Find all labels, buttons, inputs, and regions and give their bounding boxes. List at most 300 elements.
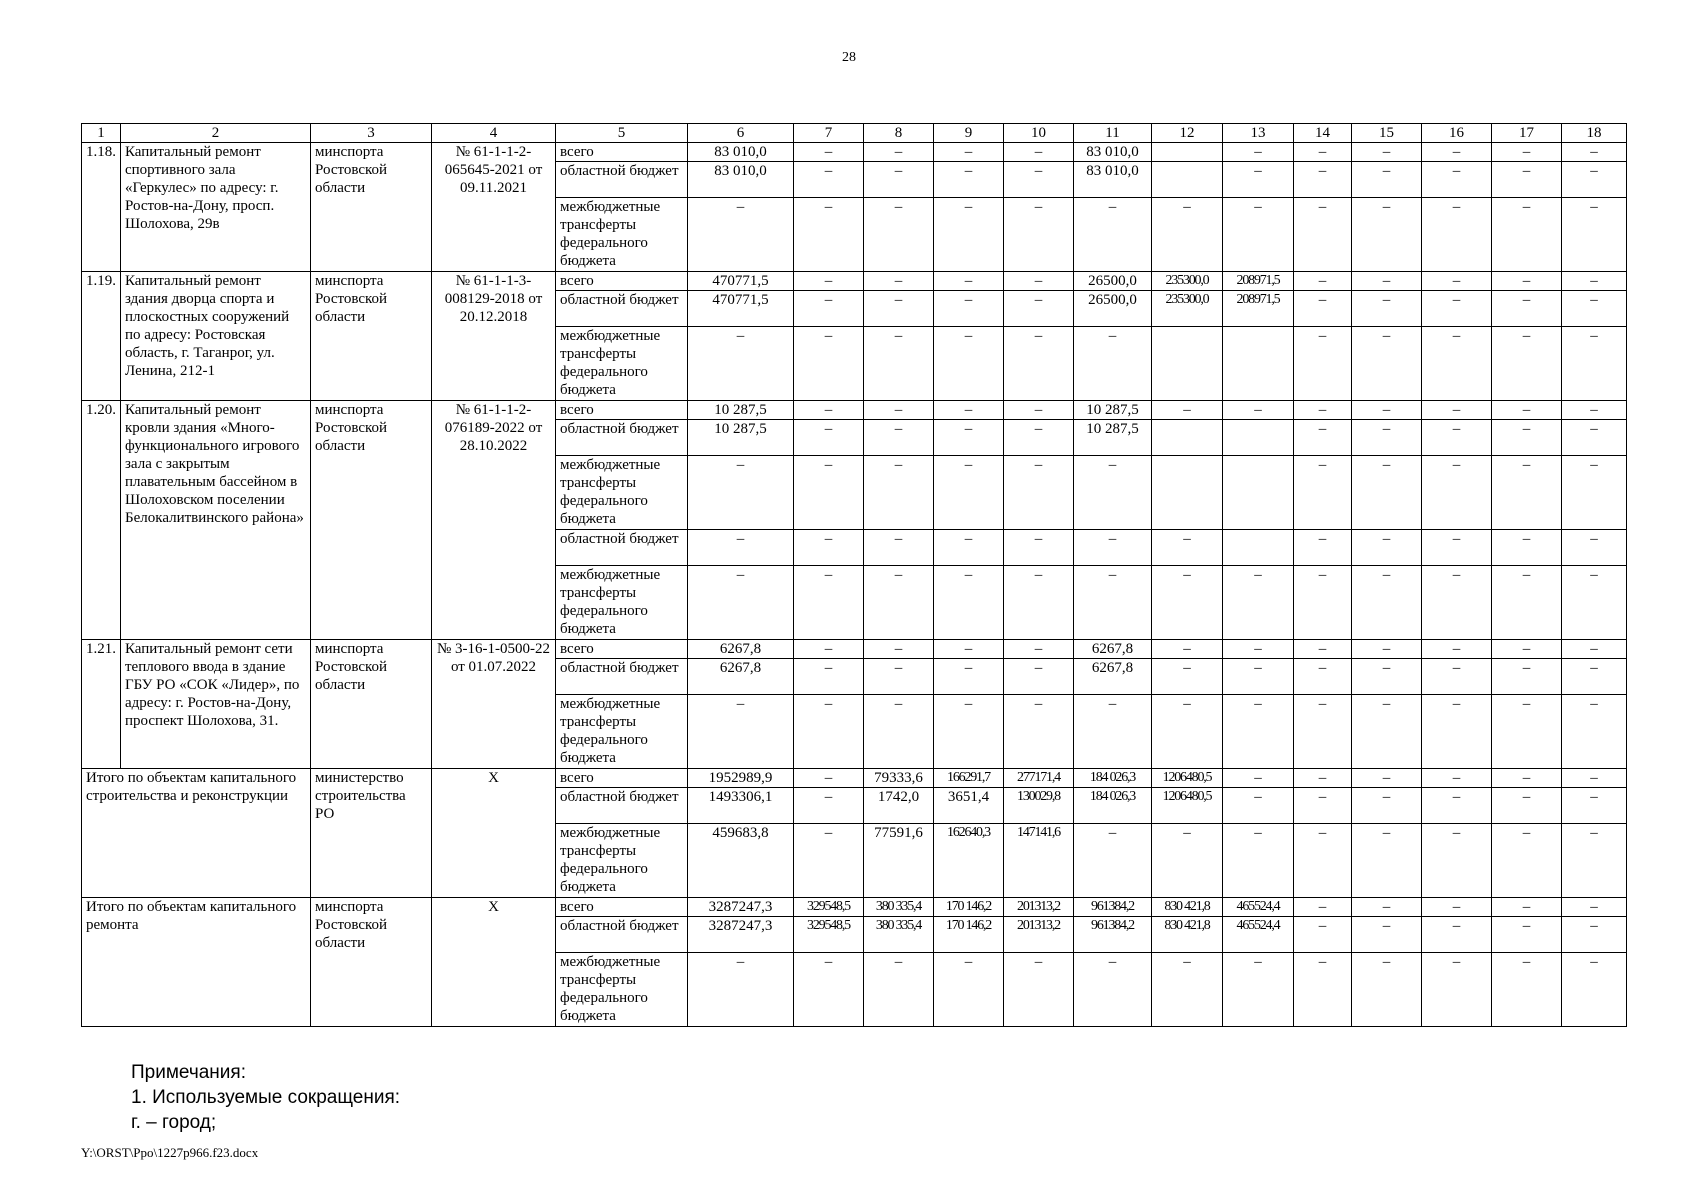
header-cell: 7 (794, 124, 864, 143)
executor: минспорта Ростовской области (311, 401, 432, 640)
value-cell: – (1422, 401, 1492, 420)
value-cell: – (794, 695, 864, 769)
value-cell: – (1004, 420, 1074, 456)
funding-source: межбюджетные трансферты федерального бюджета (556, 198, 688, 272)
value-cell: 162640,3 (934, 824, 1004, 898)
value-cell: – (1352, 898, 1422, 917)
object-row (82, 401, 1627, 420)
value-cell: – (1074, 198, 1152, 272)
value-cell: – (1074, 695, 1152, 769)
object-number: 1.18. (82, 143, 121, 272)
value-cell (1152, 162, 1223, 198)
value-cell: – (1352, 769, 1422, 788)
value-cell: – (1422, 695, 1492, 769)
value-cell: 208971,5 (1223, 291, 1294, 327)
value-cell: – (1352, 327, 1422, 401)
value-cell: – (1223, 788, 1294, 824)
value-cell: – (794, 953, 864, 1027)
header-cell: 16 (1422, 124, 1492, 143)
value-cell: – (688, 695, 794, 769)
value-cell: 465524,4 (1223, 898, 1294, 917)
total-name: Итого по объектам капитального ремонта (82, 898, 311, 1027)
value-cell: – (1294, 917, 1352, 953)
value-cell: 830 421,8 (1152, 898, 1223, 917)
value-cell: – (1422, 953, 1492, 1027)
funding-source: областной бюджет (556, 530, 688, 566)
object-name: Капитальный ремонт спортивного зала «Геркулес» по адресу: г. Ростов-на-Дону, просп. Шолохова, 29в (121, 143, 311, 272)
value-cell: 201313,2 (1004, 898, 1074, 917)
value-cell: – (1562, 162, 1627, 198)
value-cell: – (1562, 420, 1627, 456)
value-cell: – (934, 695, 1004, 769)
notes-block (131, 1060, 400, 1135)
value-cell: – (934, 640, 1004, 659)
value-cell: 329548,5 (794, 917, 864, 953)
notes-title: Примечания: (131, 1062, 246, 1083)
object-name: Капитальный ремонт здания дворца спорта и плоскостных сооружений по адресу: Ростовская область, г. Таганрог, ул. Ленина, 212-1 (121, 272, 311, 401)
funding-source: межбюджетные трансферты федерального бюджета (556, 953, 688, 1027)
value-cell: – (934, 659, 1004, 695)
header-cell: 18 (1562, 124, 1627, 143)
header-row (82, 124, 1627, 143)
header-cell: 3 (311, 124, 432, 143)
document-ref: Х (432, 898, 556, 1027)
value-cell (1152, 456, 1223, 530)
funding-source: межбюджетные трансферты федерального бюджета (556, 695, 688, 769)
value-cell: – (1223, 143, 1294, 162)
value-cell: – (794, 788, 864, 824)
document-ref: № 61-1-1-3-008129-2018 от 20.12.2018 (432, 272, 556, 401)
value-cell: – (1492, 769, 1562, 788)
value-cell: – (1352, 401, 1422, 420)
value-cell: – (1562, 640, 1627, 659)
value-cell: – (1562, 917, 1627, 953)
value-cell: – (794, 456, 864, 530)
value-cell: – (1562, 456, 1627, 530)
header-cell: 12 (1152, 124, 1223, 143)
value-cell: – (1152, 566, 1223, 640)
value-cell: – (864, 659, 934, 695)
value-cell: 79333,6 (864, 769, 934, 788)
funding-source: межбюджетные трансферты федерального бюджета (556, 824, 688, 898)
value-cell: – (1352, 917, 1422, 953)
header-cell: 17 (1492, 124, 1562, 143)
value-cell: – (1223, 640, 1294, 659)
value-cell: 3287247,3 (688, 917, 794, 953)
document-ref: № 61-1-1-2-065645-2021 от 09.11.2021 (432, 143, 556, 272)
executor: минспорта Ростовской области (311, 898, 432, 1027)
value-cell: 10 287,5 (1074, 401, 1152, 420)
value-cell: – (934, 162, 1004, 198)
notes-item-1: 1. Используемые сокращения: (131, 1087, 401, 1108)
value-cell: – (864, 695, 934, 769)
value-cell: 961384,2 (1074, 917, 1152, 953)
value-cell: – (1152, 401, 1223, 420)
value-cell: – (794, 769, 864, 788)
value-cell: – (1562, 769, 1627, 788)
value-cell: – (1223, 566, 1294, 640)
value-cell: – (1152, 953, 1223, 1027)
header-cell: 11 (1074, 124, 1152, 143)
value-cell: – (934, 953, 1004, 1027)
total-row (82, 898, 1627, 917)
value-cell (1223, 456, 1294, 530)
value-cell: – (1004, 456, 1074, 530)
value-cell: – (1294, 162, 1352, 198)
header-cell: 4 (432, 124, 556, 143)
value-cell: 277171,4 (1004, 769, 1074, 788)
value-cell: 6267,8 (688, 640, 794, 659)
object-number: 1.19. (82, 272, 121, 401)
value-cell: – (1352, 162, 1422, 198)
value-cell: – (934, 198, 1004, 272)
value-cell: – (1422, 788, 1492, 824)
executor: минспорта Ростовской области (311, 143, 432, 272)
value-cell: – (1004, 695, 1074, 769)
value-cell: – (1422, 566, 1492, 640)
value-cell: – (1492, 327, 1562, 401)
funding-source: всего (556, 640, 688, 659)
value-cell: – (864, 198, 934, 272)
value-cell: – (1294, 788, 1352, 824)
value-cell: – (1004, 143, 1074, 162)
funding-source: межбюджетные трансферты федерального бюджета (556, 566, 688, 640)
header-cell: 8 (864, 124, 934, 143)
object-number: 1.20. (82, 401, 121, 640)
value-cell: – (1294, 420, 1352, 456)
value-cell: 470771,5 (688, 291, 794, 327)
funding-source: всего (556, 143, 688, 162)
value-cell: – (1422, 769, 1492, 788)
value-cell: – (934, 272, 1004, 291)
value-cell: – (1562, 953, 1627, 1027)
value-cell: – (1492, 566, 1562, 640)
value-cell: – (1294, 143, 1352, 162)
header-cell: 14 (1294, 124, 1352, 143)
value-cell: 10 287,5 (688, 420, 794, 456)
value-cell: 83 010,0 (1074, 143, 1152, 162)
object-row (82, 143, 1627, 162)
value-cell: 130029,8 (1004, 788, 1074, 824)
value-cell: – (688, 198, 794, 272)
value-cell: – (1352, 420, 1422, 456)
total-name: Итого по объектам капитального строительства и реконструкции (82, 769, 311, 898)
value-cell: – (934, 566, 1004, 640)
value-cell: – (1004, 566, 1074, 640)
funding-source: областной бюджет (556, 291, 688, 327)
value-cell: – (1074, 953, 1152, 1027)
value-cell: – (794, 640, 864, 659)
value-cell: – (1492, 640, 1562, 659)
value-cell: – (1352, 530, 1422, 566)
value-cell: – (1492, 788, 1562, 824)
value-cell: 170 146,2 (934, 917, 1004, 953)
value-cell: – (1294, 272, 1352, 291)
object-name: Капитальный ремонт сети теплового ввода в здание ГБУ РО «СОК «Лидер», по адресу: г. Ростов-на-Дону, проспект Шолохова, 31. (121, 640, 311, 769)
value-cell: – (1492, 143, 1562, 162)
value-cell: – (1562, 143, 1627, 162)
value-cell: 329548,5 (794, 898, 864, 917)
value-cell: – (1422, 659, 1492, 695)
value-cell: – (688, 566, 794, 640)
object-number: 1.21. (82, 640, 121, 769)
value-cell: – (1562, 659, 1627, 695)
value-cell: – (1004, 272, 1074, 291)
value-cell: – (1352, 788, 1422, 824)
value-cell: – (1223, 824, 1294, 898)
document-ref: Х (432, 769, 556, 898)
value-cell: 184 026,3 (1074, 788, 1152, 824)
value-cell: – (1004, 640, 1074, 659)
value-cell: 470771,5 (688, 272, 794, 291)
value-cell: – (794, 566, 864, 640)
value-cell: – (794, 327, 864, 401)
value-cell: – (794, 659, 864, 695)
total-row (82, 769, 1627, 788)
value-cell: – (1492, 917, 1562, 953)
value-cell: – (1562, 695, 1627, 769)
value-cell: – (864, 162, 934, 198)
value-cell: – (1004, 401, 1074, 420)
value-cell: – (1074, 456, 1152, 530)
value-cell: – (864, 420, 934, 456)
value-cell: – (1352, 824, 1422, 898)
value-cell: – (794, 291, 864, 327)
value-cell: – (864, 291, 934, 327)
value-cell: – (1492, 401, 1562, 420)
value-cell: – (1492, 420, 1562, 456)
value-cell: – (1422, 640, 1492, 659)
value-cell: – (1562, 327, 1627, 401)
funding-source: межбюджетные трансферты федерального бюджета (556, 327, 688, 401)
value-cell: – (1004, 953, 1074, 1027)
value-cell: – (1294, 291, 1352, 327)
value-cell: – (864, 327, 934, 401)
funding-source: областной бюджет (556, 917, 688, 953)
value-cell: 77591,6 (864, 824, 934, 898)
value-cell: – (1422, 143, 1492, 162)
value-cell: – (864, 640, 934, 659)
value-cell: – (1562, 788, 1627, 824)
value-cell: – (794, 530, 864, 566)
value-cell: 1206480,5 (1152, 788, 1223, 824)
header-cell: 15 (1352, 124, 1422, 143)
value-cell: – (1352, 272, 1422, 291)
value-cell: – (688, 456, 794, 530)
funding-source: областной бюджет (556, 162, 688, 198)
value-cell: – (1152, 198, 1223, 272)
value-cell: – (1223, 953, 1294, 1027)
value-cell: – (1294, 456, 1352, 530)
value-cell: – (794, 162, 864, 198)
value-cell: – (1223, 162, 1294, 198)
value-cell: – (1492, 824, 1562, 898)
value-cell: – (1294, 401, 1352, 420)
funding-source: всего (556, 898, 688, 917)
value-cell: 83 010,0 (688, 143, 794, 162)
value-cell: – (1152, 530, 1223, 566)
value-cell: – (934, 143, 1004, 162)
value-cell: 170 146,2 (934, 898, 1004, 917)
value-cell: – (1294, 824, 1352, 898)
footer-file-path: Y:\ORST\Ppo\1227p966.f23.docx (81, 1145, 259, 1160)
value-cell: – (1223, 401, 1294, 420)
value-cell: – (1422, 198, 1492, 272)
value-cell: – (794, 420, 864, 456)
value-cell: 465524,4 (1223, 917, 1294, 953)
executor: министерство строительства РО (311, 769, 432, 898)
value-cell: – (1294, 640, 1352, 659)
executor: минспорта Ростовской области (311, 272, 432, 401)
funding-source: областной бюджет (556, 420, 688, 456)
header-cell: 9 (934, 124, 1004, 143)
value-cell: 184 026,3 (1074, 769, 1152, 788)
value-cell: – (1422, 824, 1492, 898)
value-cell: – (934, 291, 1004, 327)
value-cell: – (1352, 640, 1422, 659)
value-cell: – (934, 530, 1004, 566)
value-cell: – (1562, 566, 1627, 640)
header-cell: 13 (1223, 124, 1294, 143)
value-cell: – (1294, 327, 1352, 401)
value-cell: – (1562, 530, 1627, 566)
value-cell: – (1294, 530, 1352, 566)
value-cell: – (1422, 420, 1492, 456)
value-cell: – (1492, 695, 1562, 769)
object-name: Капитальный ремонт кровли здания «Много-функционального игрового зала с закрытым плавательным бассейном в Шолоховском поселении Белокалитвинского района» (121, 401, 311, 640)
value-cell: – (864, 143, 934, 162)
value-cell: – (1152, 695, 1223, 769)
value-cell: – (1152, 659, 1223, 695)
value-cell: – (1004, 659, 1074, 695)
value-cell: 10 287,5 (688, 401, 794, 420)
value-cell: 83 010,0 (1074, 162, 1152, 198)
value-cell: – (1422, 456, 1492, 530)
object-row (82, 640, 1627, 659)
value-cell: – (864, 566, 934, 640)
notes-item-2: г. – город; (131, 1112, 217, 1133)
value-cell: – (1422, 917, 1492, 953)
value-cell: 26500,0 (1074, 272, 1152, 291)
value-cell: – (794, 143, 864, 162)
value-cell: – (1562, 898, 1627, 917)
value-cell: – (1562, 291, 1627, 327)
value-cell: – (1152, 824, 1223, 898)
budget-table (81, 123, 1627, 1027)
value-cell: – (934, 420, 1004, 456)
value-cell: – (1074, 824, 1152, 898)
value-cell: – (1492, 272, 1562, 291)
value-cell: – (1004, 198, 1074, 272)
funding-source: межбюджетные трансферты федерального бюджета (556, 456, 688, 530)
header-cell: 2 (121, 124, 311, 143)
value-cell: – (1352, 659, 1422, 695)
value-cell: 1493306,1 (688, 788, 794, 824)
value-cell: 3651,4 (934, 788, 1004, 824)
executor: минспорта Ростовской области (311, 640, 432, 769)
value-cell: – (1352, 198, 1422, 272)
document-ref: № 3-16-1-0500-22 от 01.07.2022 (432, 640, 556, 769)
value-cell: – (1352, 695, 1422, 769)
value-cell: – (864, 456, 934, 530)
value-cell: 235300,0 (1152, 272, 1223, 291)
value-cell: – (1492, 456, 1562, 530)
value-cell: 10 287,5 (1074, 420, 1152, 456)
value-cell: 147141,6 (1004, 824, 1074, 898)
value-cell: – (1352, 291, 1422, 327)
value-cell: – (1223, 659, 1294, 695)
value-cell (1152, 143, 1223, 162)
value-cell (1223, 327, 1294, 401)
value-cell (1223, 420, 1294, 456)
value-cell: 83 010,0 (688, 162, 794, 198)
value-cell: – (1492, 530, 1562, 566)
page-number: 28 (842, 50, 856, 65)
value-cell: – (1422, 291, 1492, 327)
value-cell: 235300,0 (1152, 291, 1223, 327)
value-cell: – (1422, 272, 1492, 291)
value-cell: – (1294, 769, 1352, 788)
value-cell: – (1492, 659, 1562, 695)
value-cell (1152, 327, 1223, 401)
value-cell: 1206480,5 (1152, 769, 1223, 788)
value-cell: – (1422, 530, 1492, 566)
value-cell: – (1422, 898, 1492, 917)
value-cell: – (794, 198, 864, 272)
value-cell: 208971,5 (1223, 272, 1294, 291)
value-cell: 1952989,9 (688, 769, 794, 788)
value-cell: – (1562, 272, 1627, 291)
value-cell: – (1294, 566, 1352, 640)
value-cell: – (1152, 640, 1223, 659)
value-cell: – (1223, 695, 1294, 769)
value-cell: 3287247,3 (688, 898, 794, 917)
value-cell: – (1492, 291, 1562, 327)
value-cell: – (1004, 162, 1074, 198)
value-cell: 6267,8 (1074, 640, 1152, 659)
value-cell: – (1294, 695, 1352, 769)
value-cell: – (1352, 456, 1422, 530)
value-cell: 201313,2 (1004, 917, 1074, 953)
header-cell: 6 (688, 124, 794, 143)
value-cell: – (1492, 953, 1562, 1027)
value-cell: – (864, 401, 934, 420)
value-cell: 459683,8 (688, 824, 794, 898)
value-cell: – (794, 272, 864, 291)
value-cell: – (1492, 198, 1562, 272)
value-cell: – (1294, 898, 1352, 917)
value-cell: 6267,8 (688, 659, 794, 695)
value-cell: – (1294, 198, 1352, 272)
value-cell: – (1492, 162, 1562, 198)
value-cell: – (794, 824, 864, 898)
value-cell: 26500,0 (1074, 291, 1152, 327)
document-ref: № 61-1-1-2-076189-2022 от 28.10.2022 (432, 401, 556, 640)
header-cell: 10 (1004, 124, 1074, 143)
value-cell: – (1074, 566, 1152, 640)
value-cell: – (1562, 824, 1627, 898)
value-cell: – (1352, 143, 1422, 162)
value-cell: – (864, 953, 934, 1027)
funding-source: всего (556, 401, 688, 420)
value-cell: 380 335,4 (864, 917, 934, 953)
value-cell: – (864, 272, 934, 291)
value-cell: – (1422, 327, 1492, 401)
value-cell: – (934, 327, 1004, 401)
value-cell: – (1352, 953, 1422, 1027)
value-cell: 380 335,4 (864, 898, 934, 917)
value-cell: – (688, 953, 794, 1027)
